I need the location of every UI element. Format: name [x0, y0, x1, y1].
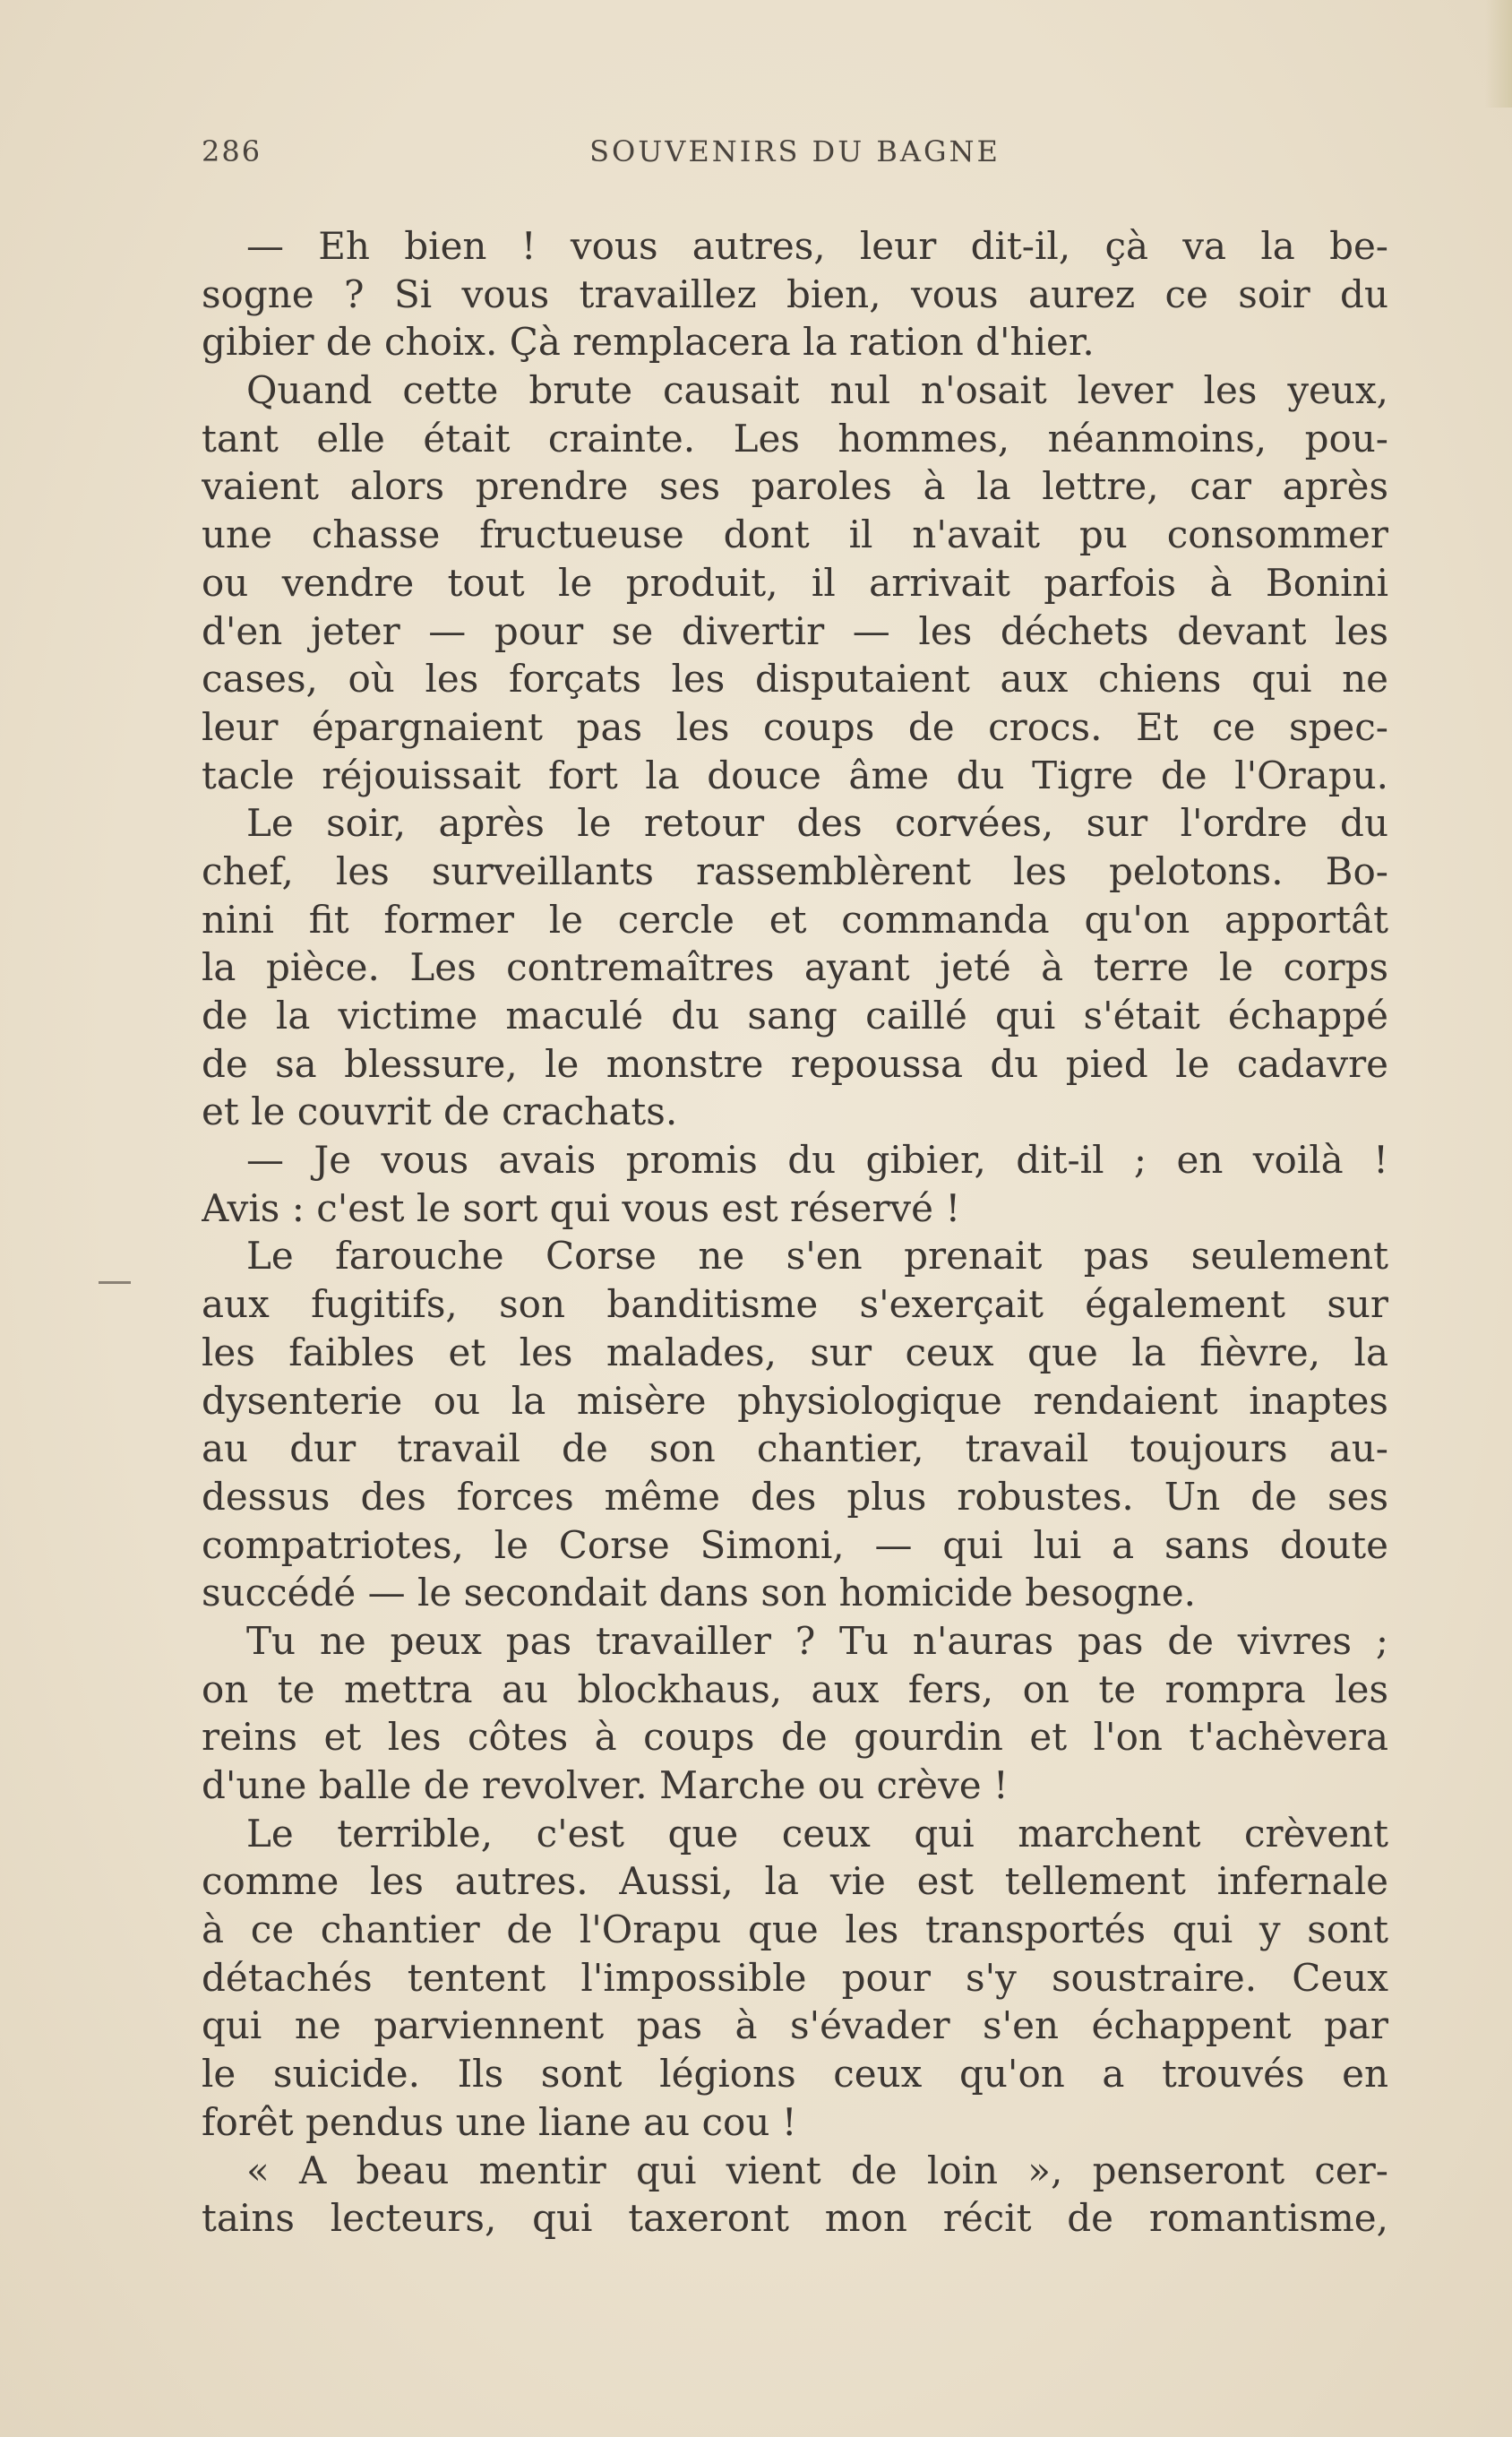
- page-edge-shadow: [1485, 0, 1512, 108]
- text-line: nini fit former le cercle et commanda qu'on apportât: [202, 897, 1388, 942]
- text-line: Le soir, après le retour des corvées, sur l'ordre du: [246, 801, 1388, 846]
- text-line: tains lecteurs, qui taxeront mon récit de romantisme,: [202, 2196, 1388, 2241]
- text-line: à ce chantier de l'Orapu que les transportés qui y sont: [202, 1907, 1388, 1952]
- page-header: [202, 134, 1388, 170]
- page-number: 286: [202, 134, 262, 168]
- text-line: les faibles et les malades, sur ceux que la fièvre, la: [202, 1330, 1388, 1374]
- text-line: d'une balle de revolver. Marche ou crève !: [202, 1763, 1009, 1807]
- text-line: dysenterie ou la misère physiologique rendaient inaptes: [202, 1378, 1388, 1423]
- text-line: et le couvrit de crachats.: [202, 1089, 678, 1134]
- text-line: de la victime maculé du sang caillé qui s'était échappé: [202, 994, 1388, 1038]
- text-line: « A beau mentir qui vient de loin », penseront cer-: [246, 2148, 1388, 2192]
- text-line: qui ne parviennent pas à s'évader s'en échappent par: [202, 2003, 1388, 2048]
- running-title: SOUVENIRS DU BAGNE: [589, 134, 1001, 168]
- text-line: on te mettra au blockhaus, aux fers, on te rompra les: [202, 1666, 1388, 1711]
- text-line: reins et les côtes à coups de gourdin et l'on t'achèvera: [202, 1715, 1388, 1760]
- text-line: sogne ? Si vous travaillez bien, vous aurez ce soir du: [202, 271, 1388, 316]
- text-line: leur épargnaient pas les coups de crocs. Et ce spec-: [202, 704, 1388, 749]
- text-line: Tu ne peux pas travailler ? Tu n'auras pas de vivres ;: [246, 1618, 1388, 1663]
- text-line: comme les autres. Aussi, la vie est tellement infernale: [202, 1859, 1388, 1904]
- text-line: — Je vous avais promis du gibier, dit-il ; en voilà !: [246, 1138, 1388, 1183]
- body-text: [202, 222, 1388, 2243]
- text-line: Le farouche Corse ne s'en prenait pas seulement: [246, 1234, 1388, 1279]
- text-line: Avis : c'est le sort qui vous est réservé !: [202, 1185, 961, 1230]
- text-line: au dur travail de son chantier, travail toujours au-: [202, 1426, 1388, 1471]
- text-line: — Eh bien ! vous autres, leur dit-il, çà va la be-: [246, 224, 1388, 268]
- text-line: chef, les surveillants rassemblèrent les pelotons. Bo-: [202, 848, 1388, 893]
- text-line: vaient alors prendre ses paroles à la lettre, car après: [202, 464, 1388, 509]
- text-line: de sa blessure, le monstre repoussa du pied le cadavre: [202, 1041, 1388, 1086]
- text-line: Quand cette brute causait nul n'osait lever les yeux,: [246, 368, 1388, 413]
- text-line: compatriotes, le Corse Simoni, — qui lui a sans doute: [202, 1522, 1388, 1567]
- text-line: tant elle était crainte. Les hommes, néanmoins, pou-: [202, 416, 1388, 461]
- margin-mark: [99, 1281, 131, 1284]
- text-line: dessus des forces même des plus robustes. Un de ses: [202, 1474, 1388, 1519]
- text-line: cases, où les forçats les disputaient aux chiens qui ne: [202, 657, 1388, 702]
- text-line: une chasse fructueuse dont il n'avait pu consommer: [202, 512, 1388, 557]
- text-line: Le terrible, c'est que ceux qui marchent crèvent: [246, 1811, 1388, 1856]
- text-line: la pièce. Les contremaîtres ayant jeté à terre le corps: [202, 945, 1388, 990]
- text-line: succédé — le secondait dans son homicide besogne.: [202, 1571, 1196, 1615]
- text-line: aux fugitifs, son banditisme s'exerçait également sur: [202, 1282, 1388, 1327]
- text-line: détachés tentent l'impossible pour s'y soustraire. Ceux: [202, 1955, 1388, 2000]
- text-line: gibier de choix. Çà remplacera la ration d'hier.: [202, 320, 1095, 365]
- text-line: ou vendre tout le produit, il arrivait parfois à Bonini: [202, 560, 1388, 605]
- text-line: tacle réjouissait fort la douce âme du Tigre de l'Orapu.: [202, 753, 1388, 797]
- text-line: le suicide. Ils sont légions ceux qu'on a trouvés en: [202, 2052, 1388, 2097]
- text-line: d'en jeter — pour se divertir — les déchets devant les: [202, 608, 1388, 653]
- text-line: forêt pendus une liane au cou !: [202, 2099, 797, 2144]
